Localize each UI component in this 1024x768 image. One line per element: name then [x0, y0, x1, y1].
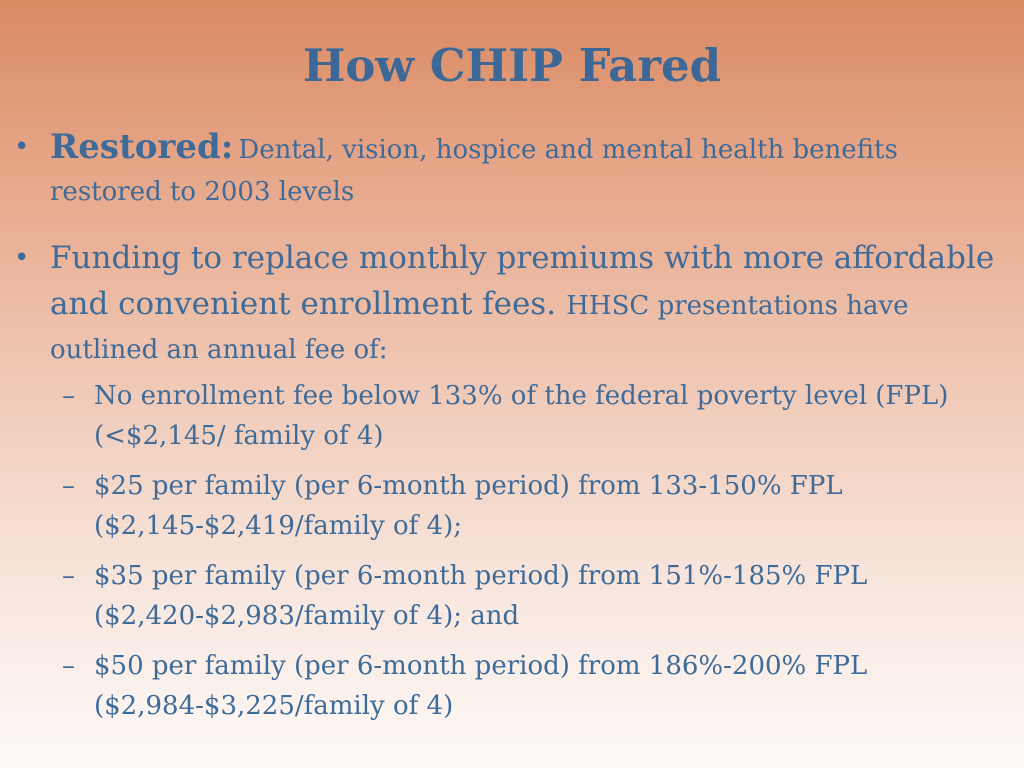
bullet-lead-restored: Restored: — [50, 127, 234, 167]
sub-marker: – — [62, 561, 75, 591]
bullet-restored — [0, 126, 1024, 213]
fee-item-25 — [0, 466, 1024, 546]
fee-item-no-fee — [0, 376, 1024, 456]
fee-item-50 — [0, 646, 1024, 726]
fee-sublist — [0, 376, 1024, 726]
bullet-text-funding: Funding to replace monthly premiums with more affordable and convenient enrollment fees. — [50, 240, 995, 322]
fee-item-text: $50 per family (per 6-month period) from 186%-200% FPL ($2,984-$3,225/family of 4) — [94, 651, 868, 721]
fee-item-text: $25 per family (per 6-month period) from 133-150% FPL ($2,145-$2,419/family of 4); — [94, 471, 843, 541]
bullet-marker: • — [14, 132, 30, 162]
fee-item-35 — [0, 556, 1024, 636]
bullet-funding — [0, 235, 1024, 372]
bullet-text-hhsc: HHSC presentations have outlined an annual fee of: — [50, 291, 909, 365]
sub-marker: – — [62, 381, 75, 411]
sub-marker: – — [62, 651, 75, 681]
slide-title: How CHIP Fared — [302, 39, 722, 92]
sub-marker: – — [62, 471, 75, 501]
fee-item-text: $35 per family (per 6-month period) from 151%-185% FPL ($2,420-$2,983/family of 4); and — [94, 561, 868, 631]
slide-content — [0, 126, 1024, 736]
bullet-text-restored: Dental, vision, hospice and mental health benefits restored to 2003 levels — [50, 135, 898, 207]
bullet-marker: • — [14, 243, 30, 273]
fee-item-text: No enrollment fee below 133% of the federal poverty level (FPL) (<$2,145/ family of 4) — [94, 381, 949, 451]
